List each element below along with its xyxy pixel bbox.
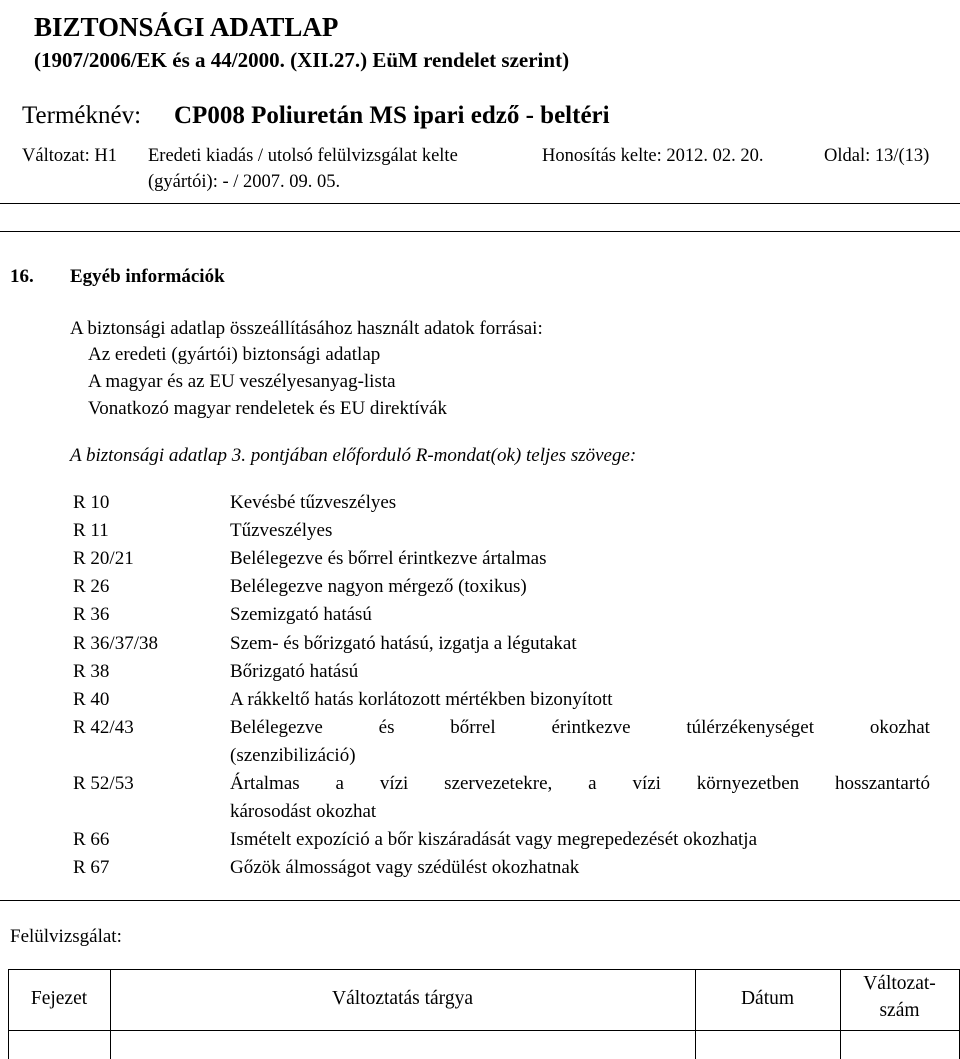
section-number: 16. (10, 266, 34, 287)
r-text-word: vízi (632, 773, 661, 794)
column-header-version-2: szám (879, 1000, 920, 1021)
r-text: Belélegezve nagyon mérgező (toxikus) (230, 576, 527, 597)
table-top-border (8, 969, 960, 970)
r-phrases-intro: A biztonsági adatlap 3. pontjában előforduló R-mondat(ok) teljes szövege: (70, 445, 637, 466)
r-text: A rákkeltő hatás korlátozott mértékben bizonyított (230, 689, 613, 710)
r-text-word: szervezetekre, (444, 773, 553, 794)
issue-label: Eredeti kiadás / utolsó felülvizsgálat kelte (148, 146, 458, 166)
r-code: R 38 (73, 661, 110, 682)
r-text-word: a (335, 773, 344, 794)
r-code: R 36/37/38 (73, 633, 158, 654)
r-text-continuation: (szenzibilizáció) (230, 745, 356, 766)
r-code: R 67 (73, 857, 110, 878)
r-code: R 36 (73, 604, 110, 625)
source-item: Vonatkozó magyar rendeletek és EU direktívák (88, 398, 447, 419)
header-divider (0, 203, 960, 204)
revision-label: Felülvizsgálat: (10, 926, 122, 947)
source-item: A magyar és az EU veszélyesanyag-lista (88, 371, 396, 392)
r-text: Tűzveszélyes (230, 520, 333, 541)
source-item: Az eredeti (gyártói) biztonsági adatlap (88, 344, 381, 365)
document-title: BIZTONSÁGI ADATLAP (34, 12, 339, 42)
r-text: Ismételt expozíció a bőr kiszáradását vagy megrepedezését okozhatja (230, 829, 758, 850)
r-code: R 26 (73, 576, 110, 597)
r-text: Bőrizgató hatású (230, 661, 359, 682)
page-number: Oldal: 13/(13) (824, 146, 930, 166)
table-left-border (8, 969, 9, 1059)
r-code: R 42/43 (73, 717, 134, 738)
r-code: R 11 (73, 520, 109, 541)
issue-date: (gyártói): - / 2007. 09. 05. (148, 172, 341, 192)
table-col-divider (110, 969, 111, 1059)
section-title: Egyéb információk (70, 266, 225, 287)
r-text-word: vízi (379, 773, 409, 794)
r-text-continuation: károsodást okozhat (230, 801, 377, 822)
r-code: R 40 (73, 689, 110, 710)
sources-intro: A biztonsági adatlap összeállításához használt adatok forrásai: (70, 318, 543, 339)
product-label: Terméknév: (22, 102, 142, 129)
column-header-chapter: Fejezet (30, 988, 88, 1009)
r-text-word: okozhat (869, 717, 930, 738)
validation-date: Honosítás kelte: 2012. 02. 20. (542, 146, 764, 166)
r-text: Szemizgató hatású (230, 604, 372, 625)
r-text-word: a (588, 773, 597, 794)
r-code: R 10 (73, 492, 110, 513)
r-text (230, 717, 930, 739)
table-col-divider (695, 969, 696, 1059)
r-text-word: hosszantartó (835, 773, 930, 794)
column-header-version: Változat- (863, 973, 936, 994)
r-text-word: túlérzékenységet (686, 717, 815, 738)
regulation-subtitle: (1907/2006/EK és a 44/2000. (XII.27.) EüM rendelet szerint) (34, 48, 570, 72)
r-code: R 52/53 (73, 773, 134, 794)
section-top-border (0, 231, 960, 232)
r-code: R 66 (73, 829, 110, 850)
r-text-word: környezetben (696, 773, 800, 794)
r-text: Gőzök álmosságot vagy szédülést okozhatnak (230, 857, 580, 878)
r-text-word: Belélegezve (230, 717, 323, 738)
column-header-change: Változtatás tárgya (332, 988, 473, 1009)
r-text-word: és (378, 717, 395, 738)
column-header-date: Dátum (740, 988, 795, 1009)
version-text: Változat: H1 (22, 146, 118, 166)
r-code: R 20/21 (73, 548, 134, 569)
r-text (230, 773, 930, 795)
table-header-border (8, 1030, 960, 1031)
r-text: Kevésbé tűzveszélyes (230, 492, 397, 513)
r-text-word: érintkezve (551, 717, 631, 738)
r-text-word: Ártalmas (230, 773, 300, 794)
r-text-word: bőrrel (450, 717, 496, 738)
section-bottom-border (0, 900, 960, 901)
r-text: Szem- és bőrizgató hatású, izgatja a légutakat (230, 633, 577, 654)
product-name: CP008 Poliuretán MS ipari edző - beltéri (174, 102, 610, 129)
r-text: Belélegezve és bőrrel érintkezve ártalmas (230, 548, 547, 569)
